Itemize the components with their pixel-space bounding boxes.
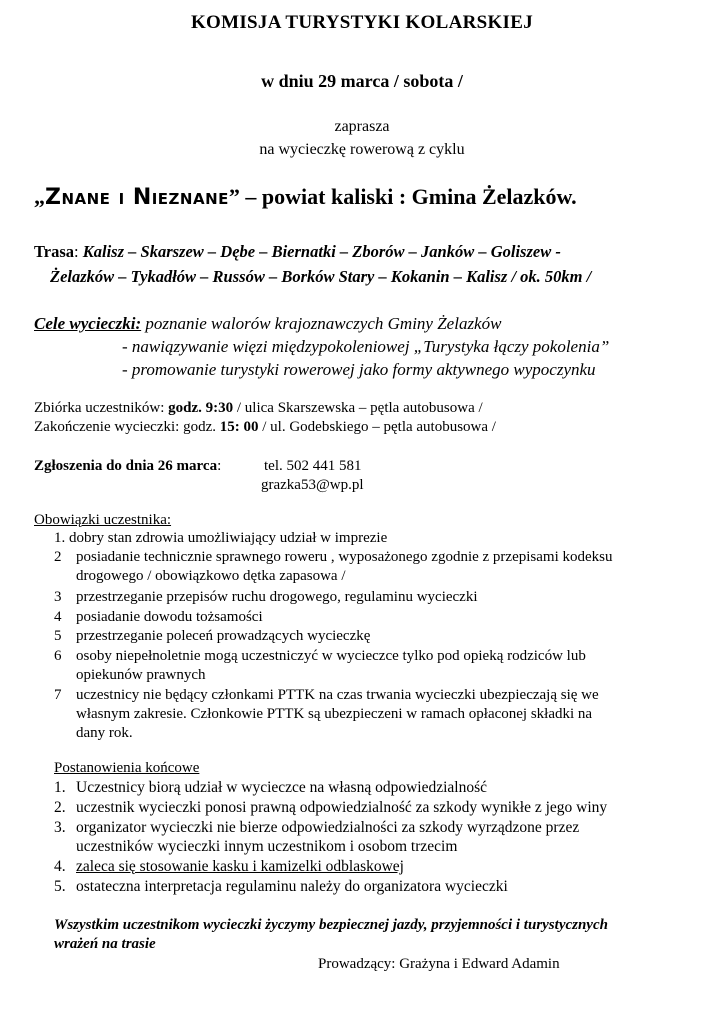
final-text: uczestnik wycieczki ponosi prawną odpowiedzialność za szkody wynikłe z jego winy (76, 799, 608, 816)
duty-text: opiekunów prawnych (76, 667, 206, 683)
route-stops-2: Żelazków – Tykadłów – Russów – Borków Stary – Kokanin – Kalisz / ok. 50km / (50, 267, 592, 286)
event-title (34, 184, 577, 210)
duty-number: 1. (54, 530, 66, 546)
closing-wish-2: wrażeń na trasie (54, 936, 156, 952)
final-number: 4. (54, 858, 66, 875)
duty-number: 4 (54, 609, 62, 625)
end-place: / ul. Godebskiego – pętla autobusowa / (258, 419, 496, 435)
end-label: Zakończenie wycieczki: godz. (34, 419, 220, 435)
duty-1 (54, 530, 387, 547)
final-text: organizator wycieczki nie bierze odpowiedzialności za szkody wyrządzone przez (76, 819, 580, 836)
duty-number: 7 (54, 687, 62, 703)
duty-number: 6 (54, 648, 62, 664)
route-line-2 (50, 267, 591, 287)
quote-close: ” (228, 184, 240, 209)
gathering-label: Zbiórka uczestników: (34, 400, 169, 416)
final-text: zaleca się stosowanie kasku i kamizelki odblaskowej (76, 858, 404, 875)
final-number: 5. (54, 878, 66, 895)
registration-phone: tel. 502 441 581 (264, 458, 362, 474)
invite-line-2: na wycieczkę rowerową z cyklu (259, 141, 465, 158)
route-stops-1: Kalisz – Skarszew – Dębe – Biernatki – Zborów – Janków – Goliszew - (82, 242, 561, 261)
goal-2: - nawiązywanie więzi międzypokoleniowej „Turystyka łączy pokolenia” (122, 337, 610, 356)
end-line (34, 419, 496, 436)
duty-text: dobry stan zdrowia umożliwiający udział w imprezie (69, 530, 388, 546)
duty-number: 5 (54, 628, 62, 644)
duty-text: własnym zakresie. Członkowie PTTK są ubezpieczeni w ramach opłaconej składki na (76, 706, 593, 722)
event-subtitle: – powiat kaliski : Gmina Żelazków. (239, 184, 577, 209)
final-number: 2. (54, 799, 66, 816)
end-time: 15: 00 (219, 419, 259, 435)
final-heading: Postanowienia końcowe (54, 760, 200, 776)
goals-label: Cele wycieczki: (34, 314, 142, 333)
duty-text: posiadanie technicznie sprawnego roweru , wyposażonego zgodnie z przepisami kodeksu (76, 549, 613, 565)
final-text: Uczestnicy biorą udział w wycieczce na własną odpowiedzialność (76, 779, 488, 796)
registration-email[interactable]: grazka53@wp.pl (261, 477, 364, 493)
series-name: Znane i Nieznane (45, 185, 229, 210)
gathering-line (34, 400, 483, 417)
duty-text: drogowego / obowiązkowo dętka zapasowa / (76, 568, 346, 584)
invite-line-1: zaprasza (334, 118, 390, 135)
final-number: 3. (54, 819, 66, 836)
final-number: 1. (54, 779, 66, 796)
goal-3: - promowanie turystyki rowerowej jako formy aktywnego wypoczynku (122, 360, 596, 379)
registration-label: Zgłoszenia do dnia 26 marca (34, 458, 218, 474)
duty-text: osoby niepełnoletnie mogą uczestniczyć w wycieczce tylko pod opieką rodziców lub (76, 648, 586, 664)
route-line-1 (34, 242, 561, 262)
final-text: ostateczna interpretacja regulaminu należy do organizatora wycieczki (76, 878, 508, 895)
route-sep: : (74, 242, 83, 261)
goals-line-1 (34, 314, 501, 334)
final-text: uczestników wycieczki innym uczestnikom i osobom trzecim (76, 838, 458, 855)
route-label: Trasa (34, 242, 75, 261)
duty-text: dany rok. (76, 725, 133, 741)
duty-number: 2 (54, 549, 62, 565)
quote-open: „ (34, 184, 45, 209)
gathering-place: / ulica Skarszewska – pętla autobusowa / (233, 400, 483, 416)
organizers: Prowadzący: Grażyna i Edward Adamin (318, 956, 560, 972)
duty-text: przestrzeganie poleceń prowadzących wycieczkę (76, 628, 371, 644)
duty-text: uczestnicy nie będący członkami PTTK na czas trwania wycieczki ubezpieczają się we (76, 687, 599, 703)
closing-wish-1: Wszystkim uczestnikom wycieczki życzymy bezpiecznej jazdy, przyjemności i turystycznych (54, 917, 608, 933)
registration-colon: : (217, 458, 222, 474)
gathering-time: godz. 9:30 (168, 400, 234, 416)
registration-line (34, 458, 221, 475)
duty-text: posiadanie dowodu tożsamości (76, 609, 263, 625)
duties-heading: Obowiązki uczestnika: (34, 512, 172, 528)
event-date: w dniu 29 marca / sobota / (261, 71, 463, 91)
page-title: KOMISJA TURYSTYKI KOLARSKIEJ (190, 12, 534, 33)
duty-text: przestrzeganie przepisów ruchu drogowego, regulaminu wycieczki (76, 589, 478, 605)
duty-number: 3 (54, 589, 62, 605)
goal-1: poznanie walorów krajoznawczych Gminy Żelazków (141, 314, 502, 333)
